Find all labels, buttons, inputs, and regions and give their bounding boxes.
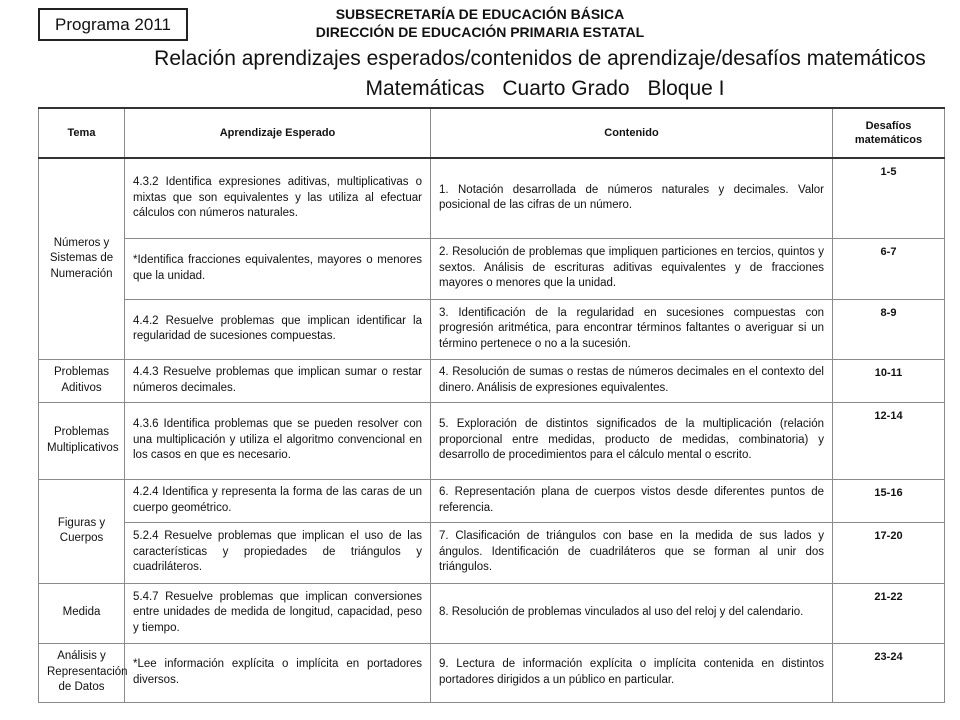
aprendizaje-cell: 5.4.7 Resuelve problemas que implican conversiones entre unidades de medida de longitud, capacidad, peso y tiempo. bbox=[125, 583, 431, 643]
header-line-2: DIRECCIÓN DE EDUCACIÓN PRIMARIA ESTATAL bbox=[315, 24, 645, 40]
tema-cell: Problemas Aditivos bbox=[39, 359, 125, 402]
contenido-cell: 7. Clasificación de triángulos con base en la medida de sus lados y ángulos. Identificación de cuadriláteros que se forman al unir dos triángulos. bbox=[431, 522, 833, 583]
aprendizaje-cell: 4.3.2 Identifica expresiones aditivas, multiplicativas o mixtas que son equivalentes y las utiliza al efectuar cálculos con números naturales. bbox=[125, 158, 431, 238]
tema-cell: Análisis y Representación de Datos bbox=[39, 643, 125, 702]
desafios-cell: 23-24 bbox=[833, 643, 945, 702]
desafios-cell: 1-5 bbox=[833, 158, 945, 238]
block-label: Bloque I bbox=[647, 77, 725, 100]
aprendizaje-cell: *Lee información explícita o implícita en portadores diversos. bbox=[125, 643, 431, 702]
subject-label: Matemáticas bbox=[365, 77, 485, 100]
grade-label: Cuarto Grado bbox=[502, 77, 630, 100]
program-badge: Programa 2011 bbox=[38, 8, 188, 41]
tema-cell: Números y Sistemas de Numeración bbox=[39, 158, 125, 359]
table-row bbox=[39, 238, 945, 299]
contenido-cell: 6. Representación plana de cuerpos vistos desde diferentes puntos de referencia. bbox=[431, 479, 833, 522]
contenido-cell: 8. Resolución de problemas vinculados al uso del reloj y del calendario. bbox=[431, 583, 833, 643]
desafios-cell: 21-22 bbox=[833, 583, 945, 643]
header-contenido: Contenido bbox=[431, 108, 833, 158]
document-subtitle bbox=[0, 76, 960, 102]
aprendizaje-cell: 5.2.4 Resuelve problemas que implican el uso de las características y propiedades de triángulos y cuadriláteros. bbox=[125, 522, 431, 583]
aprendizaje-cell: *Identifica fracciones equivalentes, mayores o menores que la unidad. bbox=[125, 238, 431, 299]
curriculum-table bbox=[38, 107, 945, 703]
header-aprendizaje: Aprendizaje Esperado bbox=[125, 108, 431, 158]
table-row bbox=[39, 479, 945, 522]
table-row bbox=[39, 522, 945, 583]
desafios-cell: 12-14 bbox=[833, 402, 945, 479]
desafios-cell: 15-16 bbox=[833, 479, 945, 522]
header-line-1: SUBSECRETARÍA DE EDUCACIÓN BÁSICA bbox=[335, 6, 625, 22]
table-header-row bbox=[39, 108, 945, 158]
desafios-cell: 17-20 bbox=[833, 522, 945, 583]
contenido-cell: 3. Identificación de la regularidad en sucesiones compuestas con progresión aritmética, para encontrar términos faltantes o averiguar si un término pertenece o no a la sucesión. bbox=[431, 299, 833, 359]
aprendizaje-cell: 4.4.2 Resuelve problemas que implican identificar la regularidad de sucesiones compuestas. bbox=[125, 299, 431, 359]
tema-cell: Figuras y Cuerpos bbox=[39, 479, 125, 583]
table-row bbox=[39, 299, 945, 359]
header-tema: Tema bbox=[39, 108, 125, 158]
tema-cell: Problemas Multiplicativos bbox=[39, 402, 125, 479]
desafios-cell: 10-11 bbox=[833, 359, 945, 402]
table-row bbox=[39, 158, 945, 238]
contenido-cell: 2. Resolución de problemas que impliquen particiones en tercios, quintos y sextos. Análisis de escrituras aditivas equivalentes y de fracciones mayores o menores que la unidad. bbox=[431, 238, 833, 299]
aprendizaje-cell: 4.2.4 Identifica y representa la forma de las caras de un cuerpo geométrico. bbox=[125, 479, 431, 522]
tema-cell: Medida bbox=[39, 583, 125, 643]
aprendizaje-cell: 4.4.3 Resuelve problemas que implican sumar o restar números decimales. bbox=[125, 359, 431, 402]
header-desafios: Desafíos matemáticos bbox=[833, 108, 945, 158]
document-title: Relación aprendizajes esperados/contenidos de aprendizaje/desafíos matemáticos bbox=[154, 47, 926, 70]
contenido-cell: 4. Resolución de sumas o restas de números decimales en el contexto del dinero. Análisis de expresiones equivalentes. bbox=[431, 359, 833, 402]
desafios-cell: 6-7 bbox=[833, 238, 945, 299]
contenido-cell: 5. Exploración de distintos significados de la multiplicación (relación proporcional entre medidas, producto de medidas, combinatoria) y desarrollo de procedimientos para el cálculo mental o escrito. bbox=[431, 402, 833, 479]
table-row bbox=[39, 583, 945, 643]
aprendizaje-cell: 4.3.6 Identifica problemas que se pueden resolver con una multiplicación y utiliza el algoritmo convencional en los casos en que es necesario. bbox=[125, 402, 431, 479]
desafios-cell: 8-9 bbox=[833, 299, 945, 359]
table-row bbox=[39, 359, 945, 402]
table-row bbox=[39, 402, 945, 479]
contenido-cell: 1. Notación desarrollada de números naturales y decimales. Valor posicional de las cifras de un número. bbox=[431, 158, 833, 238]
table-row bbox=[39, 643, 945, 702]
contenido-cell: 9. Lectura de información explícita o implícita contenida en distintos portadores dirigidos a un público en particular. bbox=[431, 643, 833, 702]
